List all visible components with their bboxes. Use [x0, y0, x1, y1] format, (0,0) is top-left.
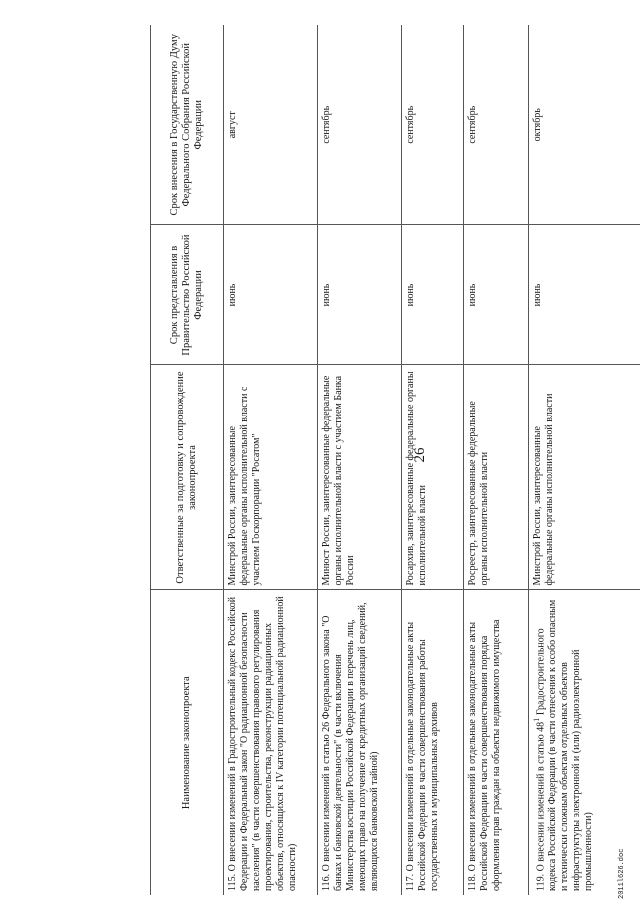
table-header-row — [151, 25, 224, 895]
bill-name: О внесении изменений в отдельные законодательные акты Российской Федерации в части совершенствования порядка оформления прав граждан на объекты недвижимого имущества — [467, 619, 502, 891]
table-row — [464, 25, 529, 895]
bill-name-suffix: Градостроительного кодекса Российской Федерации (в части отнесения к особо опасным и технически сложным объектам отдельных объектов инфраструктуры электронной и (или) радиоэлектронной промышленности) — [535, 599, 595, 891]
responsible-cell: Росархив, заинтересованные федеральные органы исполнительной власти — [402, 365, 464, 590]
bill-name-cell — [318, 590, 402, 895]
table-row — [529, 25, 640, 895]
bill-number: 119. — [535, 873, 547, 891]
gov-deadline-cell: июнь — [464, 225, 529, 365]
responsible-cell: Минстрой России, заинтересованные федеральные органы исполнительной власти — [529, 365, 640, 590]
responsible-cell: Минюст России, заинтересованные федеральные органы исполнительной власти с участием Банка России — [318, 365, 402, 590]
duma-deadline-cell: август — [224, 25, 318, 225]
bill-number: 115. — [227, 873, 238, 891]
document-code: 2011l626.doc — [618, 848, 626, 899]
bill-name-prefix: О внесении изменений в статью 48 — [535, 721, 547, 872]
gov-deadline-cell: июнь — [529, 225, 640, 365]
table-row — [318, 25, 402, 895]
responsible-cell: Росреестр, заинтересованные федеральные органы исполнительной власти — [464, 365, 529, 590]
bill-number: 116. — [321, 873, 332, 891]
gov-deadline-cell: июнь — [402, 225, 464, 365]
page-number: 26 — [412, 447, 428, 463]
bill-name: О внесении изменений в статью 26 Федерального закона "О банках и банковской деятельности" (в части включения Министерства юстиции Российской Федерации в перечень лиц, имеющих право на получение от кредитных организаций сведений, являющихся банковской тайной) — [321, 602, 380, 891]
table-row — [402, 25, 464, 895]
duma-deadline-cell: октябрь — [529, 25, 640, 225]
bill-number: 118. — [467, 873, 478, 891]
duma-deadline-cell: сентябрь — [402, 25, 464, 225]
bill-name-superscript: 1 — [532, 717, 541, 722]
responsible-cell: Минстрой России, заинтересованные федеральные органы исполнительной власти с участием Госкорпорации "Росатом" — [224, 365, 318, 590]
duma-deadline-cell: сентябрь — [318, 25, 402, 225]
header-bill-name: Наименование законопроекта — [151, 590, 224, 895]
duma-deadline-cell: сентябрь — [464, 25, 529, 225]
bill-name-cell — [402, 590, 464, 895]
bill-name-cell — [464, 590, 529, 895]
bill-name-cell — [224, 590, 318, 895]
gov-deadline-cell: июнь — [224, 225, 318, 365]
header-gov-deadline: Срок представления в Правительство Российской Федерации — [151, 225, 224, 365]
table-row — [224, 25, 318, 895]
bill-name: О внесении изменений в Градостроительный кодекс Российской Федерации и Федеральный закон "О радиационной безопасности населения" (в части совершенствования правового регулирования проектирования, строительства, реконструкции радиационных объектов, относящихся к IV категории потенциальной радиационной опасности) — [227, 596, 298, 891]
bill-number: 117. — [405, 873, 416, 891]
bills-table — [150, 25, 640, 895]
header-responsible: Ответственные за подготовку и сопровождение законопроекта — [151, 365, 224, 590]
gov-deadline-cell: июнь — [318, 225, 402, 365]
bill-name: О внесении изменений в отдельные законодательные акты Российской Федерации в части совершенствования работы государственных и муниципальных архивов — [405, 621, 440, 891]
header-duma-deadline: Срок внесения в Государственную Думу Федерального Собрания Российской Федерации — [151, 25, 224, 225]
